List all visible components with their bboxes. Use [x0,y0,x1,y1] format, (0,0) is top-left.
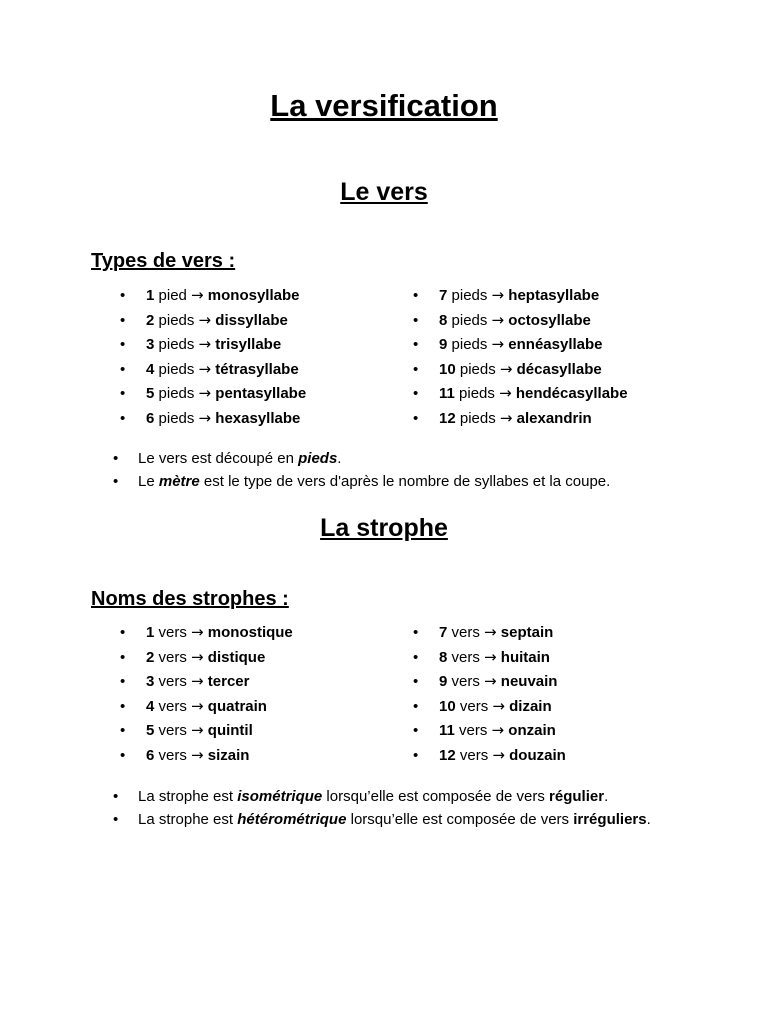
item-number: 11 [439,385,455,402]
arrow-icon: → [491,721,505,739]
vers-list-left [120,283,306,430]
item-number: 8 [439,648,448,666]
item-number: 3 [146,336,155,353]
bullet-icon: • [120,409,126,427]
arrow-icon: → [198,310,212,329]
note-strong: régulier [549,788,605,805]
item-unit: pieds [158,385,195,402]
subheading-types-de-vers: Types de vers : [91,250,236,272]
item-term: hendécasyllabe [515,385,628,402]
item-term: septain [500,624,554,641]
list-item [413,332,628,357]
list-item [413,406,628,431]
item-number: 12 [439,746,456,764]
bullet-icon: • [413,287,419,304]
item-number: 10 [439,697,456,715]
note-text: est le type de vers d'après le nombre de syllabes et la coupe. [199,472,611,490]
item-number: 10 [439,360,456,378]
bullet-icon: • [413,722,419,739]
item-unit: vers [158,746,187,764]
note-item [113,471,677,494]
list-item [120,332,306,357]
item-term: sizain [207,746,250,764]
note-text: Le vers est découpé en [138,450,299,467]
note-text: . [337,450,342,467]
bullet-icon: • [120,624,126,641]
item-unit: vers [158,722,187,739]
section-heading-vers: Le vers [340,178,428,206]
note-item [113,786,677,809]
item-term: ennéasyllabe [508,336,603,353]
arrow-icon: → [491,286,505,304]
list-item [413,718,566,743]
note-emphasis: hétérométrique [237,810,347,828]
bullet-icon: • [413,624,419,641]
arrow-icon: → [499,384,512,402]
arrow-icon: → [198,384,212,402]
bullet-icon: • [120,287,126,304]
item-term: quintil [207,722,253,739]
note-text: lorsqu’elle est composée de vers [322,788,550,805]
item-unit: pied [158,287,187,304]
vers-list-right [413,283,628,430]
item-number: 2 [146,311,155,329]
item-unit: vers [158,648,187,666]
bullet-icon: • [413,311,419,329]
item-number: 5 [146,385,155,402]
item-term: tercer [207,673,250,690]
bullet-icon: • [413,336,419,353]
arrow-icon: → [492,745,505,764]
item-term: décasyllabe [516,360,602,378]
item-unit: vers [451,648,480,666]
bullet-icon: • [413,648,419,666]
vers-notes [113,448,677,493]
list-item [413,669,566,694]
bullet-icon: • [113,810,119,828]
item-unit: pieds [451,287,488,304]
bullet-icon: • [120,385,126,402]
bullet-icon: • [413,697,419,715]
item-term: monosyllabe [207,287,300,304]
item-unit: pieds [459,409,496,427]
bullet-icon: • [113,450,119,467]
item-term: huitain [500,648,550,666]
bullet-icon: • [413,409,419,427]
list-item [413,381,628,406]
item-term: octosyllabe [508,311,591,329]
arrow-icon: → [198,408,212,427]
item-term: heptasyllabe [508,287,600,304]
note-emphasis: isométrique [237,788,323,805]
section-heading-strophe: La strophe [320,514,448,542]
item-number: 6 [146,409,155,427]
list-item [120,283,306,308]
item-unit: vers [158,624,187,641]
arrow-icon: → [491,335,505,353]
list-item [120,645,293,670]
item-unit: pieds [158,409,195,427]
bullet-icon: • [120,311,126,329]
bullet-icon: • [120,336,126,353]
bullet-icon: • [413,360,419,378]
item-unit: pieds [459,360,496,378]
item-unit: pieds [158,360,195,378]
arrow-icon: → [492,696,505,715]
item-unit: vers [459,722,488,739]
item-unit: pieds [459,385,495,402]
arrow-icon: → [484,647,497,666]
arrow-icon: → [191,745,204,764]
item-number: 1 [146,624,155,641]
page-title: La versification [270,88,498,123]
arrow-icon: → [191,623,204,641]
note-emphasis: mètre [158,472,200,490]
item-term: alexandrin [516,409,592,427]
item-term: dizain [509,697,552,715]
note-text: Le [138,472,159,490]
item-number: 4 [146,360,155,378]
bullet-icon: • [120,722,126,739]
item-unit: pieds [451,336,488,353]
bullet-icon: • [120,648,126,666]
arrow-icon: → [191,647,204,666]
bullet-icon: • [120,746,126,764]
item-unit: vers [158,697,187,715]
item-unit: pieds [451,311,488,329]
strophe-list-left [120,620,293,767]
note-text: La strophe est [138,810,238,828]
list-item [413,645,566,670]
arrow-icon: → [191,672,204,690]
arrow-icon: → [198,335,212,353]
strophe-notes [113,786,677,831]
item-unit: vers [451,624,480,641]
item-term: onzain [508,722,556,739]
item-number: 7 [439,624,448,641]
list-item [120,620,293,645]
arrow-icon: → [198,359,212,378]
bullet-icon: • [113,472,119,490]
note-strong: irréguliers [573,810,647,828]
item-term: monostique [207,624,293,641]
list-item [120,357,306,382]
item-unit: vers [451,673,480,690]
item-number: 1 [146,287,155,304]
bullet-icon: • [413,746,419,764]
list-item [413,620,566,645]
note-text: lorsqu’elle est composée de vers [346,810,574,828]
item-term: neuvain [500,673,558,690]
item-unit: pieds [158,311,195,329]
item-unit: vers [459,697,489,715]
bullet-icon: • [120,360,126,378]
list-item [120,669,293,694]
bullet-icon: • [413,673,419,690]
item-unit: vers [459,746,489,764]
item-term: tétrasyllabe [215,360,299,378]
item-number: 4 [146,697,155,715]
bullet-icon: • [120,673,126,690]
item-number: 6 [146,746,155,764]
item-term: trisyllabe [215,336,282,353]
arrow-icon: → [491,310,505,329]
arrow-icon: → [191,721,204,739]
bullet-icon: • [413,385,419,402]
item-number: 12 [439,409,456,427]
list-item [120,718,293,743]
item-term: dissyllabe [215,311,288,329]
item-unit: pieds [158,336,195,353]
list-item [413,283,628,308]
note-text: . [604,788,609,805]
item-number: 8 [439,311,448,329]
item-number: 11 [439,722,455,739]
note-text: La strophe est [138,788,238,805]
list-item [120,381,306,406]
list-item [413,743,566,768]
list-item [413,694,566,719]
item-number: 2 [146,648,155,666]
item-term: pentasyllabe [215,385,307,402]
arrow-icon: → [191,696,204,715]
item-term: douzain [509,746,566,764]
item-number: 5 [146,722,155,739]
item-number: 9 [439,673,448,690]
arrow-icon: → [499,359,513,378]
item-number: 9 [439,336,448,353]
note-text: . [646,810,651,828]
bullet-icon: • [120,697,126,715]
list-item [413,308,628,333]
item-term: quatrain [207,697,267,715]
item-number: 3 [146,673,155,690]
subheading-noms-des-strophes: Noms des strophes : [91,588,289,610]
arrow-icon: → [484,623,497,641]
bullet-icon: • [113,788,119,805]
list-item [120,308,306,333]
item-term: hexasyllabe [215,409,301,427]
list-item [413,357,628,382]
arrow-icon: → [484,672,497,690]
list-item [120,694,293,719]
note-item [113,809,677,832]
item-unit: vers [158,673,187,690]
list-item [120,743,293,768]
item-number: 7 [439,287,448,304]
list-item [120,406,306,431]
note-emphasis: pieds [298,450,338,467]
item-term: distique [207,648,266,666]
strophe-list-right [413,620,566,767]
arrow-icon: → [499,408,513,427]
note-item [113,448,677,471]
arrow-icon: → [191,286,204,304]
